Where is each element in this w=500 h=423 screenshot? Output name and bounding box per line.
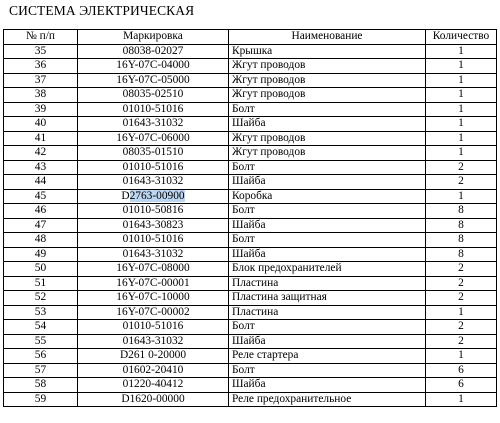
part-name-cell: Жгут проводов xyxy=(229,131,426,146)
marking-cell[interactable]: 01010-51016 xyxy=(78,233,229,248)
quantity-cell: 1 xyxy=(426,59,497,74)
row-number-cell: 38 xyxy=(4,88,78,103)
table-row xyxy=(4,363,497,378)
row-number-cell: 51 xyxy=(4,276,78,291)
row-number-cell: 48 xyxy=(4,233,78,248)
table-row xyxy=(4,189,497,204)
quantity-cell: 2 xyxy=(426,160,497,175)
quantity-cell: 8 xyxy=(426,218,497,233)
table-row xyxy=(4,175,497,190)
part-name-cell: Жгут проводов xyxy=(229,73,426,88)
part-name-cell: Шайба xyxy=(229,247,426,262)
row-number-cell: 54 xyxy=(4,320,78,335)
table-row xyxy=(4,378,497,393)
table-row xyxy=(4,276,497,291)
marking-cell[interactable]: 01220-40412 xyxy=(78,378,229,393)
table-body xyxy=(4,44,497,407)
row-number-cell: 58 xyxy=(4,378,78,393)
quantity-cell: 8 xyxy=(426,233,497,248)
marking-cell[interactable] xyxy=(78,189,229,204)
marking-cell[interactable]: 16Y-07C-00002 xyxy=(78,305,229,320)
part-name-cell: Болт xyxy=(229,320,426,335)
table-row xyxy=(4,233,497,248)
row-number-cell: 44 xyxy=(4,175,78,190)
row-number-cell: 40 xyxy=(4,117,78,132)
part-name-cell: Пластина xyxy=(229,276,426,291)
marking-cell[interactable]: 16Y-07C-00001 xyxy=(78,276,229,291)
text-selection-highlight[interactable]: 2763-00900 xyxy=(129,189,185,202)
row-number-cell: 46 xyxy=(4,204,78,219)
quantity-cell: 2 xyxy=(426,334,497,349)
table-header-row xyxy=(4,30,497,45)
quantity-cell: 8 xyxy=(426,204,497,219)
row-number-cell: 56 xyxy=(4,349,78,364)
table-row xyxy=(4,247,497,262)
header-number: № п/п xyxy=(4,30,78,45)
row-number-cell: 37 xyxy=(4,73,78,88)
table-row xyxy=(4,334,497,349)
marking-cell[interactable]: 08038-02027 xyxy=(78,44,229,59)
quantity-cell: 1 xyxy=(426,349,497,364)
quantity-cell: 2 xyxy=(426,276,497,291)
table-row xyxy=(4,262,497,277)
table-row xyxy=(4,146,497,161)
table-row xyxy=(4,320,497,335)
row-number-cell: 47 xyxy=(4,218,78,233)
table-row xyxy=(4,349,497,364)
marking-cell[interactable]: 01643-30823 xyxy=(78,218,229,233)
quantity-cell: 1 xyxy=(426,392,497,407)
part-name-cell: Болт xyxy=(229,204,426,219)
table-row xyxy=(4,218,497,233)
row-number-cell: 36 xyxy=(4,59,78,74)
page-title: СИСТЕМА ЭЛЕКТРИЧЕСКАЯ xyxy=(9,3,195,18)
marking-cell[interactable]: 01010-50816 xyxy=(78,204,229,219)
part-name-cell: Жгут проводов xyxy=(229,88,426,103)
header-marking: Маркировка xyxy=(78,30,229,45)
row-number-cell: 53 xyxy=(4,305,78,320)
row-number-cell: 49 xyxy=(4,247,78,262)
marking-cell[interactable]: D261 0-20000 xyxy=(78,349,229,364)
row-number-cell: 42 xyxy=(4,146,78,161)
quantity-cell: 1 xyxy=(426,131,497,146)
table-row xyxy=(4,392,497,407)
part-name-cell: Крышка xyxy=(229,44,426,59)
row-number-cell: 45 xyxy=(4,189,78,204)
quantity-cell: 6 xyxy=(426,378,497,393)
marking-cell[interactable]: 16Y-07C-05000 xyxy=(78,73,229,88)
quantity-cell: 1 xyxy=(426,44,497,59)
marking-cell[interactable]: 01643-31032 xyxy=(78,247,229,262)
quantity-cell: 8 xyxy=(426,247,497,262)
marking-cell[interactable]: 01643-31032 xyxy=(78,334,229,349)
marking-cell[interactable]: 08035-01510 xyxy=(78,146,229,161)
row-number-cell: 41 xyxy=(4,131,78,146)
marking-cell[interactable]: 01010-51016 xyxy=(78,320,229,335)
quantity-cell: 1 xyxy=(426,146,497,161)
marking-cell[interactable]: 01010-51016 xyxy=(78,160,229,175)
marking-cell[interactable]: 01643-31032 xyxy=(78,117,229,132)
part-name-cell: Шайба xyxy=(229,117,426,132)
row-number-cell: 57 xyxy=(4,363,78,378)
quantity-cell: 6 xyxy=(426,363,497,378)
quantity-cell: 2 xyxy=(426,291,497,306)
part-name-cell: Пластина xyxy=(229,305,426,320)
part-name-cell: Шайба xyxy=(229,218,426,233)
table-row xyxy=(4,204,497,219)
quantity-cell: 1 xyxy=(426,305,497,320)
quantity-cell: 2 xyxy=(426,320,497,335)
part-name-cell: Реле предохранительное xyxy=(229,392,426,407)
part-name-cell: Коробка xyxy=(229,189,426,204)
table-row xyxy=(4,73,497,88)
part-name-cell: Блок предохранителей xyxy=(229,262,426,277)
row-number-cell: 59 xyxy=(4,392,78,407)
part-name-cell: Болт xyxy=(229,233,426,248)
quantity-cell: 1 xyxy=(426,102,497,117)
part-name-cell: Шайба xyxy=(229,378,426,393)
table-row xyxy=(4,305,497,320)
table-row xyxy=(4,160,497,175)
row-number-cell: 39 xyxy=(4,102,78,117)
row-number-cell: 50 xyxy=(4,262,78,277)
row-number-cell: 52 xyxy=(4,291,78,306)
marking-cell[interactable]: 01602-20410 xyxy=(78,363,229,378)
part-name-cell: Реле стартера xyxy=(229,349,426,364)
header-quantity: Количество xyxy=(426,30,497,45)
row-number-cell: 55 xyxy=(4,334,78,349)
table-row xyxy=(4,102,497,117)
part-name-cell: Шайба xyxy=(229,175,426,190)
part-name-cell: Жгут проводов xyxy=(229,59,426,74)
row-number-cell: 35 xyxy=(4,44,78,59)
marking-cell[interactable]: D1620-00000 xyxy=(78,392,229,407)
quantity-cell: 1 xyxy=(426,73,497,88)
part-name-cell: Шайба xyxy=(229,334,426,349)
quantity-cell: 2 xyxy=(426,262,497,277)
quantity-cell: 1 xyxy=(426,88,497,103)
table-row xyxy=(4,88,497,103)
marking-cell[interactable]: 08035-02510 xyxy=(78,88,229,103)
marking-cell[interactable]: 16Y-07C-04000 xyxy=(78,59,229,74)
table-row xyxy=(4,291,497,306)
marking-cell[interactable]: 16Y-07C-08000 xyxy=(78,262,229,277)
table-row xyxy=(4,59,497,74)
marking-cell[interactable]: 01643-31032 xyxy=(78,175,229,190)
table-row xyxy=(4,117,497,132)
marking-cell[interactable]: 16Y-07C-06000 xyxy=(78,131,229,146)
table-row xyxy=(4,131,497,146)
marking-prefix: D xyxy=(121,189,130,202)
part-name-cell: Жгут проводов xyxy=(229,146,426,161)
header-name: Наименование xyxy=(229,30,426,45)
quantity-cell: 2 xyxy=(426,175,497,190)
part-name-cell: Болт xyxy=(229,160,426,175)
table-row xyxy=(4,44,497,59)
quantity-cell: 1 xyxy=(426,189,497,204)
row-number-cell: 43 xyxy=(4,160,78,175)
parts-table xyxy=(3,29,497,407)
part-name-cell: Пластина защитная xyxy=(229,291,426,306)
part-name-cell: Болт xyxy=(229,102,426,117)
marking-cell[interactable]: 16Y-07C-10000 xyxy=(78,291,229,306)
quantity-cell: 1 xyxy=(426,117,497,132)
part-name-cell: Болт xyxy=(229,363,426,378)
marking-cell[interactable]: 01010-51016 xyxy=(78,102,229,117)
